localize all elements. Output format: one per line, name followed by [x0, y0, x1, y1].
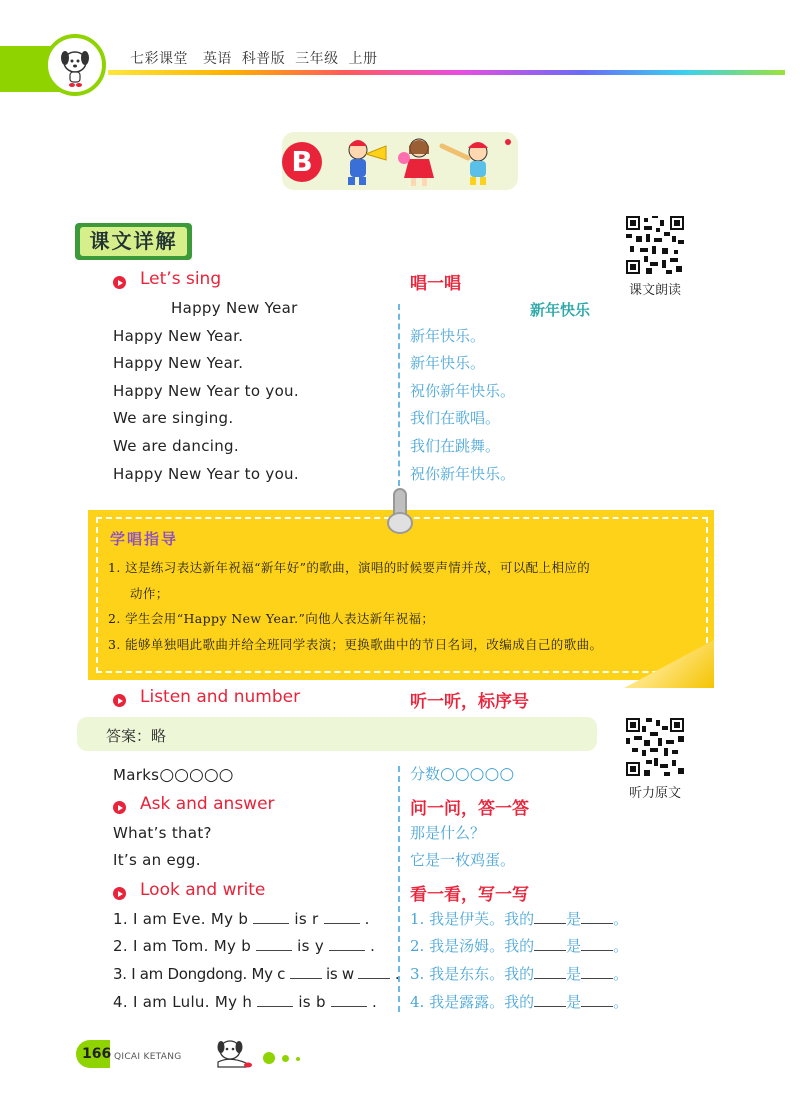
item-text-zh: 。 [613, 910, 629, 928]
exercise-item-zh [410, 908, 628, 929]
qr-code-icon[interactable] [626, 216, 684, 274]
section-b-badge: B [282, 142, 322, 182]
listen-heading-en: Listen and number [140, 687, 301, 707]
answer-blank[interactable] [324, 910, 360, 924]
qr-caption: 听力原文 [628, 786, 681, 801]
song-line-en: We are dancing. [113, 437, 239, 455]
song-line-zh: 我们在歌唱。 [410, 409, 501, 427]
answer-blank[interactable] [331, 993, 367, 1007]
footer-brand: QICAI KETANG [114, 1052, 182, 1062]
item-text: . [364, 910, 370, 928]
answer-blank[interactable] [534, 910, 566, 924]
page-number: 166 [82, 1046, 112, 1062]
section-label: 课文详解 [80, 227, 187, 256]
bullet-arrow-icon [113, 276, 126, 289]
marks-row-zh [410, 763, 514, 784]
item-text-zh: 。 [613, 965, 629, 983]
song-line-en: We are singing. [113, 409, 234, 427]
item-text: is r [294, 910, 319, 928]
rainbow-header-bar [108, 70, 785, 75]
listen-heading-zh: 听一听，标序号 [410, 692, 529, 712]
mascot-dog-logo [44, 34, 106, 96]
exercise-item-zh [410, 963, 628, 984]
decorative-dot [296, 1057, 300, 1061]
clip-ring-icon [387, 512, 413, 534]
dialog-line-zh: 那是什么？ [410, 824, 486, 842]
item-number: 2. [113, 937, 128, 955]
sing-heading-zh: 唱一唱 [410, 274, 461, 294]
exercise-item-zh [410, 991, 628, 1012]
song-line-zh: 祝你新年快乐。 [410, 465, 516, 483]
item-text-zh: 是 [566, 993, 582, 1011]
song-line-zh: 我们在跳舞。 [410, 437, 501, 455]
item-text: I am Eve. My b [133, 910, 249, 928]
marks-label-zh: 分数 [410, 765, 441, 783]
bullet-arrow-icon [113, 694, 126, 707]
answer-blank[interactable] [358, 965, 390, 979]
song-title-en: Happy New Year [171, 299, 298, 317]
marks-row-en [113, 765, 233, 785]
song-line-en: Happy New Year to you. [113, 382, 299, 400]
guide-item: 1. 这是练习表达新年祝福“新年好”的歌曲，演唱的时候要声情并茂，可以配上相应的 [108, 560, 591, 575]
look-heading-zh: 看一看，写一写 [410, 885, 529, 905]
marks-label: Marks [113, 766, 160, 784]
answer-blank[interactable] [534, 993, 566, 1007]
item-text-zh: 是 [566, 910, 582, 928]
answer-text: 答案：略 [106, 727, 167, 745]
item-text: . [370, 937, 376, 955]
look-heading-en: Look and write [140, 880, 266, 900]
item-text-zh: 是 [566, 965, 582, 983]
dialog-line-en: It’s an egg. [113, 851, 201, 869]
answer-blank[interactable] [534, 937, 566, 951]
book-title: 七彩课堂 英语 科普版 三年级 上册 [130, 51, 378, 67]
song-line-en: Happy New Year. [113, 327, 244, 345]
answer-blank[interactable] [581, 965, 613, 979]
item-text-zh: 是 [566, 937, 582, 955]
answer-blank[interactable] [534, 965, 566, 979]
item-text: I am Lulu. My h [133, 993, 253, 1011]
answer-blank[interactable] [581, 937, 613, 951]
item-text: . [394, 965, 400, 983]
item-number: 1. [113, 910, 128, 928]
song-line-zh: 祝你新年快乐。 [410, 382, 516, 400]
guide-item: 3. 能够单独唱此歌曲并给全班同学表演；更换歌曲中的节日名词，改编成自己的歌曲。 [108, 637, 603, 652]
item-number: 3. [113, 965, 127, 983]
exercise-item-en [113, 993, 377, 1011]
answer-blank[interactable] [253, 910, 289, 924]
song-line-en: Happy New Year. [113, 354, 244, 372]
marks-circles-zh: ○○○○○ [440, 764, 515, 784]
guide-item: 2. 学生会用“Happy New Year.”向他人表达新年祝福； [108, 611, 435, 626]
decorative-dot [263, 1052, 275, 1064]
decorative-dot [282, 1055, 289, 1062]
song-line-zh: 新年快乐。 [410, 354, 486, 372]
item-number: 4. [113, 993, 128, 1011]
answer-blank[interactable] [257, 993, 293, 1007]
guide-item: 动作； [130, 586, 169, 601]
dialog-line-zh: 它是一枚鸡蛋。 [410, 851, 516, 869]
item-text-zh: 1. 我是伊芙。我的 [410, 910, 535, 928]
qr-code-icon[interactable] [626, 718, 684, 776]
song-line-en: Happy New Year to you. [113, 465, 299, 483]
exercise-item-en [113, 937, 375, 955]
answer-blank[interactable] [581, 993, 613, 1007]
mascot-dog-footer-icon [210, 1036, 254, 1070]
guide-title: 学唱指导 [110, 530, 179, 548]
answer-blank[interactable] [290, 965, 322, 979]
song-title-zh: 新年快乐 [530, 301, 591, 319]
marks-circles: ○○○○○ [159, 765, 234, 785]
item-text: is y [297, 937, 324, 955]
qr-caption: 课文朗读 [628, 283, 681, 298]
exercise-item-en [113, 965, 399, 983]
item-text-zh: 。 [613, 937, 629, 955]
answer-blank[interactable] [256, 937, 292, 951]
item-text: I am Tom. My b [133, 937, 252, 955]
bullet-arrow-icon [113, 887, 126, 900]
item-text-zh: 。 [613, 993, 629, 1011]
item-text-zh: 3. 我是东东。我的 [410, 965, 535, 983]
item-text-zh: 4. 我是露露。我的 [410, 993, 535, 1011]
bullet-arrow-icon [113, 801, 126, 814]
sing-heading-en: Let’s sing [140, 269, 222, 289]
ask-heading-en: Ask and answer [140, 794, 275, 814]
exercise-item-en [113, 910, 370, 928]
answer-blank[interactable] [581, 910, 613, 924]
item-text-zh: 2. 我是汤姆。我的 [410, 937, 535, 955]
dialog-line-en: What’s that? [113, 824, 212, 842]
item-text: . [371, 993, 378, 1011]
song-line-zh: 新年快乐。 [410, 327, 486, 345]
answer-blank[interactable] [329, 937, 365, 951]
item-text: is b [298, 993, 326, 1011]
item-text: is w [326, 965, 354, 983]
column-divider [398, 304, 400, 486]
ask-heading-zh: 问一问，答一答 [410, 799, 529, 819]
exercise-item-zh [410, 935, 628, 956]
item-text: I am Dongdong. My c [131, 965, 286, 983]
